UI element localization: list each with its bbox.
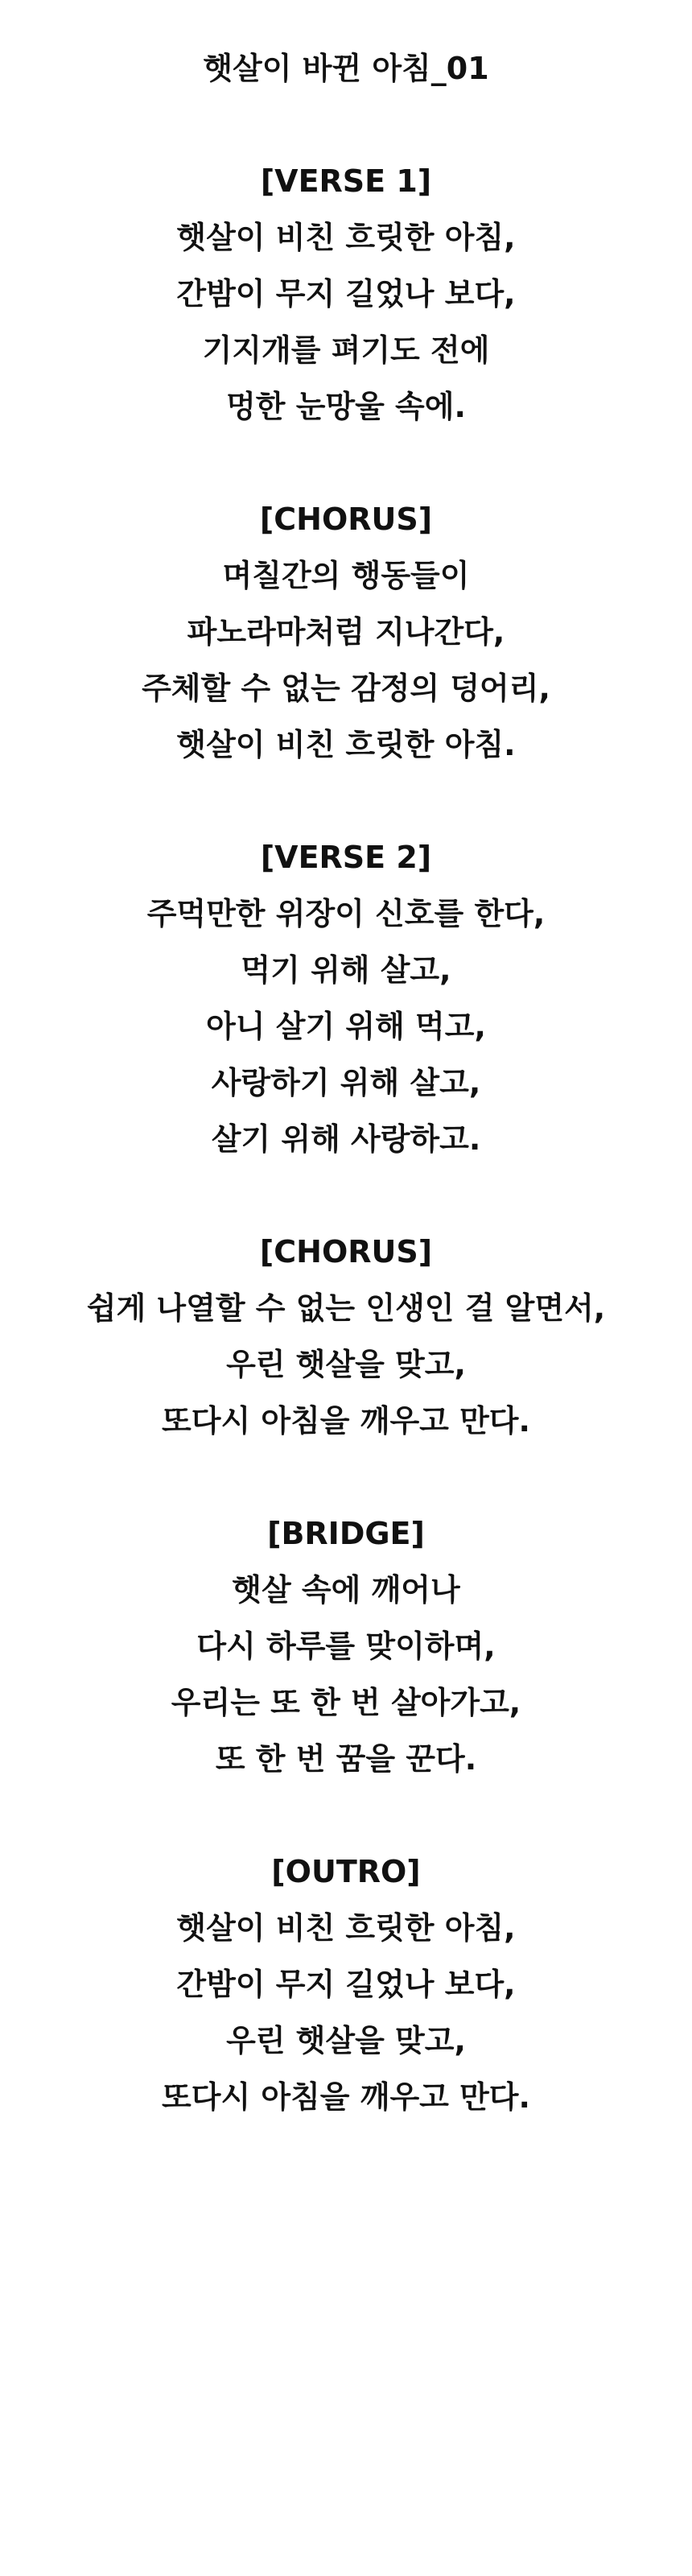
- lyrics-section-outro: [0, 1843, 692, 2125]
- lyric-line: 햇살이 비친 흐릿한 아침,: [176, 1910, 516, 1946]
- lyric-line: 또다시 아침을 깨우고 만다.: [162, 2079, 530, 2115]
- lyrics-section-chorus-2: [0, 1224, 692, 1449]
- lyrics-section-verse-1: [0, 153, 692, 435]
- section-header: [BRIDGE]: [267, 1516, 425, 1551]
- section-header: [VERSE 2]: [260, 840, 432, 875]
- lyric-line: 우린 햇살을 맞고,: [226, 2023, 466, 2058]
- lyric-line: 파노라마처럼 지나간다,: [187, 614, 505, 650]
- lyric-line: 아니 살기 위해 먹고,: [206, 1009, 486, 1044]
- section-header: [CHORUS]: [259, 1234, 433, 1269]
- lyric-line: 또다시 아침을 깨우고 만다.: [162, 1403, 530, 1439]
- lyric-line: 며칠간의 행동들이: [222, 558, 470, 593]
- lyrics-section-chorus-1: [0, 491, 692, 773]
- lyric-line: 또 한 번 꿈을 꾼다.: [215, 1741, 477, 1777]
- lyric-line: 우린 햇살을 맞고,: [226, 1347, 466, 1382]
- page-title: 햇살이 바뀐 아침_01: [203, 51, 489, 86]
- lyric-line: 멍한 눈망울 속에.: [226, 389, 466, 424]
- lyrics-section-bridge: [0, 1505, 692, 1787]
- lyric-line: 주체할 수 없는 감정의 덩어리,: [142, 671, 550, 706]
- lyric-line: 햇살 속에 깨어나: [232, 1572, 460, 1608]
- section-header: [OUTRO]: [271, 1854, 421, 1889]
- lyric-line: 먹기 위해 살고,: [241, 952, 451, 988]
- section-header: [VERSE 1]: [260, 163, 432, 199]
- lyric-line: 살기 위해 사랑하고.: [211, 1121, 481, 1157]
- lyric-line: 햇살이 비친 흐릿한 아침,: [176, 220, 516, 255]
- lyric-line: 쉽게 나열할 수 없는 인생인 걸 알면서,: [86, 1290, 606, 1326]
- lyric-line: 햇살이 비친 흐릿한 아침.: [176, 727, 516, 762]
- lyric-line: 주먹만한 위장이 신호를 한다,: [146, 896, 546, 931]
- lyric-line: 우리는 또 한 번 살아가고,: [171, 1685, 521, 1720]
- lyric-line: 간밤이 무지 길었나 보다,: [176, 1967, 516, 2002]
- lyric-line: 다시 하루를 맞이하며,: [196, 1629, 496, 1664]
- lyric-line: 간밤이 무지 길었나 보다,: [176, 276, 516, 312]
- lyrics-section-verse-2: [0, 829, 692, 1167]
- lyric-line: 사랑하기 위해 살고,: [211, 1065, 481, 1100]
- lyric-line: 기지개를 펴기도 전에: [202, 332, 490, 368]
- section-header: [CHORUS]: [259, 502, 433, 537]
